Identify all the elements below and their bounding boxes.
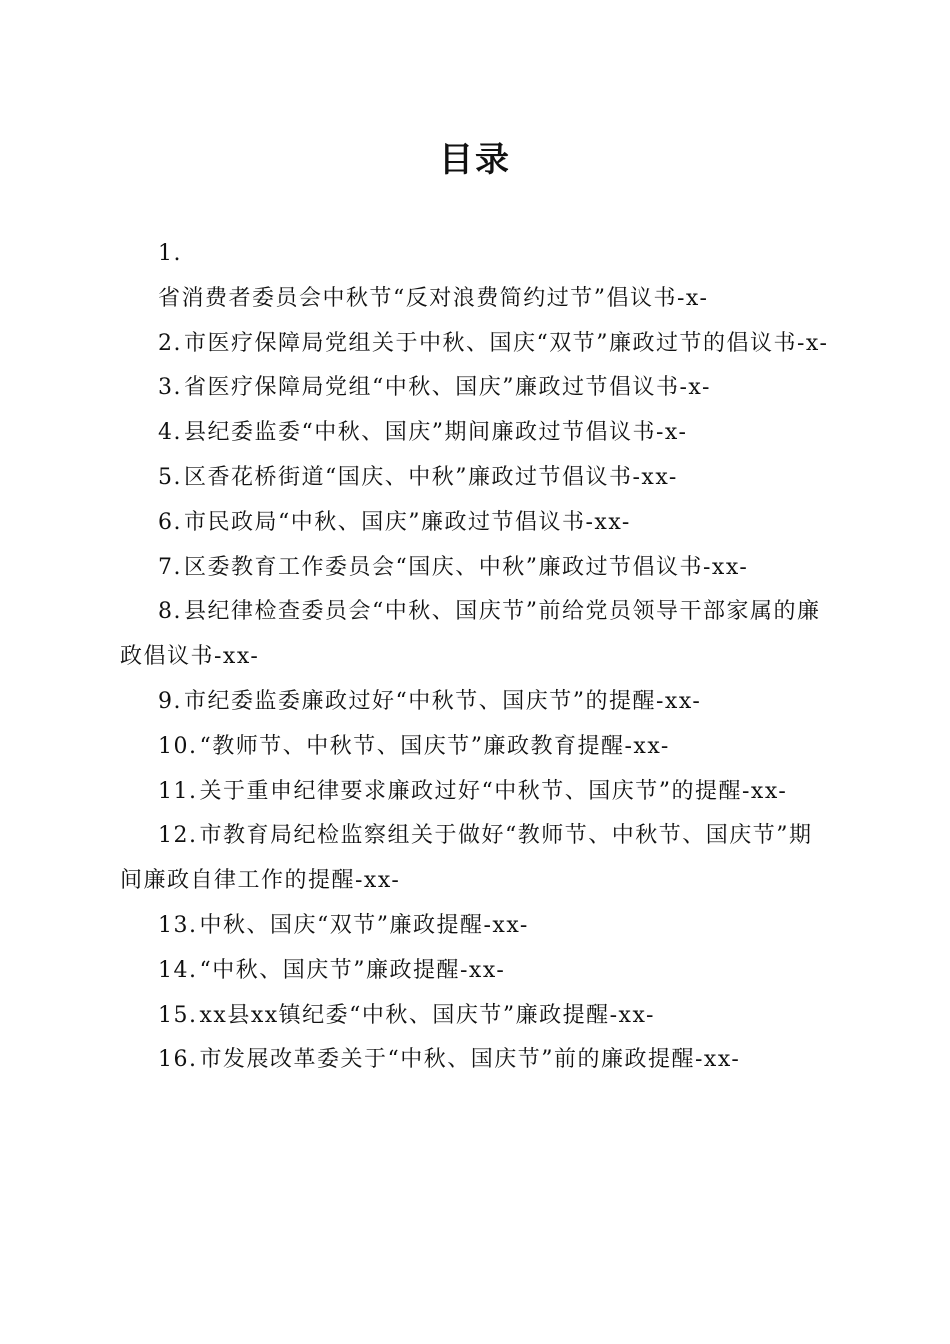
page-title: 目录 bbox=[439, 140, 511, 180]
toc-entry-11[interactable] bbox=[120, 770, 832, 815]
toc-entry-text: 县纪律检查委员会“中秋、国庆节”前给党员领导干部家属的廉政倡议书-xx- bbox=[120, 599, 821, 670]
toc-entry-5[interactable] bbox=[120, 456, 832, 501]
toc-entry-text: 区香花桥街道“国庆、中秋”廉政过节倡议书-xx- bbox=[184, 464, 678, 490]
toc-entry-number: 15. bbox=[158, 1002, 198, 1028]
toc-entry-number: 8. bbox=[158, 599, 182, 625]
toc-entry-number: 11. bbox=[158, 778, 198, 804]
toc-entry-12[interactable] bbox=[120, 814, 832, 904]
toc-entry-1[interactable] bbox=[120, 232, 832, 277]
toc-entry-10[interactable] bbox=[120, 725, 832, 770]
toc-entry-number: 6. bbox=[158, 509, 182, 535]
toc-entry-number: 12. bbox=[158, 823, 198, 849]
toc-entry-1-title[interactable] bbox=[120, 277, 832, 322]
toc-entry-text: 省消费者委员会中秋节“反对浪费简约过节”倡议书-x- bbox=[158, 285, 709, 311]
toc-entry-number: 7. bbox=[158, 554, 182, 580]
toc-entry-number: 5. bbox=[158, 464, 182, 490]
toc-entry-text: 省医疗保障局党组“中秋、国庆”廉政过节倡议书-x- bbox=[184, 375, 711, 401]
toc-entry-text: 市民政局“中秋、国庆”廉政过节倡议书-xx- bbox=[184, 509, 631, 535]
toc-entry-16[interactable] bbox=[120, 1038, 832, 1083]
toc-entry-7[interactable] bbox=[120, 546, 832, 591]
toc-entry-6[interactable] bbox=[120, 501, 832, 546]
toc-entry-number: 14. bbox=[158, 957, 198, 983]
toc-entry-number: 2. bbox=[158, 330, 182, 356]
toc-entry-number: 13. bbox=[158, 912, 198, 938]
toc-entry-text: 市医疗保障局党组关于中秋、国庆“双节”廉政过节的倡议书-x- bbox=[184, 330, 829, 356]
toc-entry-number: 9. bbox=[158, 688, 182, 714]
toc-entry-text: “教师节、中秋节、国庆节”廉政教育提醒-xx- bbox=[199, 733, 670, 759]
toc-entry-text: xx县xx镇纪委“中秋、国庆节”廉政提醒-xx- bbox=[199, 1002, 655, 1028]
toc-entry-text: 市教育局纪检监察组关于做好“教师节、中秋节、国庆节”期间廉政自律工作的提醒-xx- bbox=[120, 823, 813, 894]
toc-entry-2[interactable] bbox=[120, 322, 832, 367]
toc-entry-text: 县纪委监委“中秋、国庆”期间廉政过节倡议书-x- bbox=[184, 420, 688, 446]
toc-entry-text: 市发展改革委关于“中秋、国庆节”前的廉政提醒-xx- bbox=[199, 1047, 741, 1073]
toc-entry-number: 1. bbox=[158, 241, 182, 266]
toc-entry-number: 3. bbox=[158, 375, 182, 401]
toc-entry-number: 4. bbox=[158, 420, 182, 446]
toc-entry-8[interactable] bbox=[120, 590, 832, 680]
toc-entry-13[interactable] bbox=[120, 904, 832, 949]
table-of-contents bbox=[120, 232, 832, 1083]
toc-entry-number: 16. bbox=[158, 1047, 198, 1073]
toc-entry-15[interactable] bbox=[120, 994, 832, 1039]
toc-entry-9[interactable] bbox=[120, 680, 832, 725]
toc-entry-14[interactable] bbox=[120, 949, 832, 994]
toc-entry-text: “中秋、国庆节”廉政提醒-xx- bbox=[199, 957, 506, 983]
toc-entry-3[interactable] bbox=[120, 366, 832, 411]
toc-entry-4[interactable] bbox=[120, 411, 832, 456]
toc-entry-number: 10. bbox=[158, 733, 198, 759]
toc-entry-text: 市纪委监委廉政过好“中秋节、国庆节”的提醒-xx- bbox=[184, 688, 702, 714]
toc-entry-text: 中秋、国庆“双节”廉政提醒-xx- bbox=[199, 912, 529, 938]
toc-entry-text: 关于重申纪律要求廉政过好“中秋节、国庆节”的提醒-xx- bbox=[199, 778, 788, 804]
toc-entry-text: 区委教育工作委员会“国庆、中秋”廉政过节倡议书-xx- bbox=[184, 554, 749, 580]
